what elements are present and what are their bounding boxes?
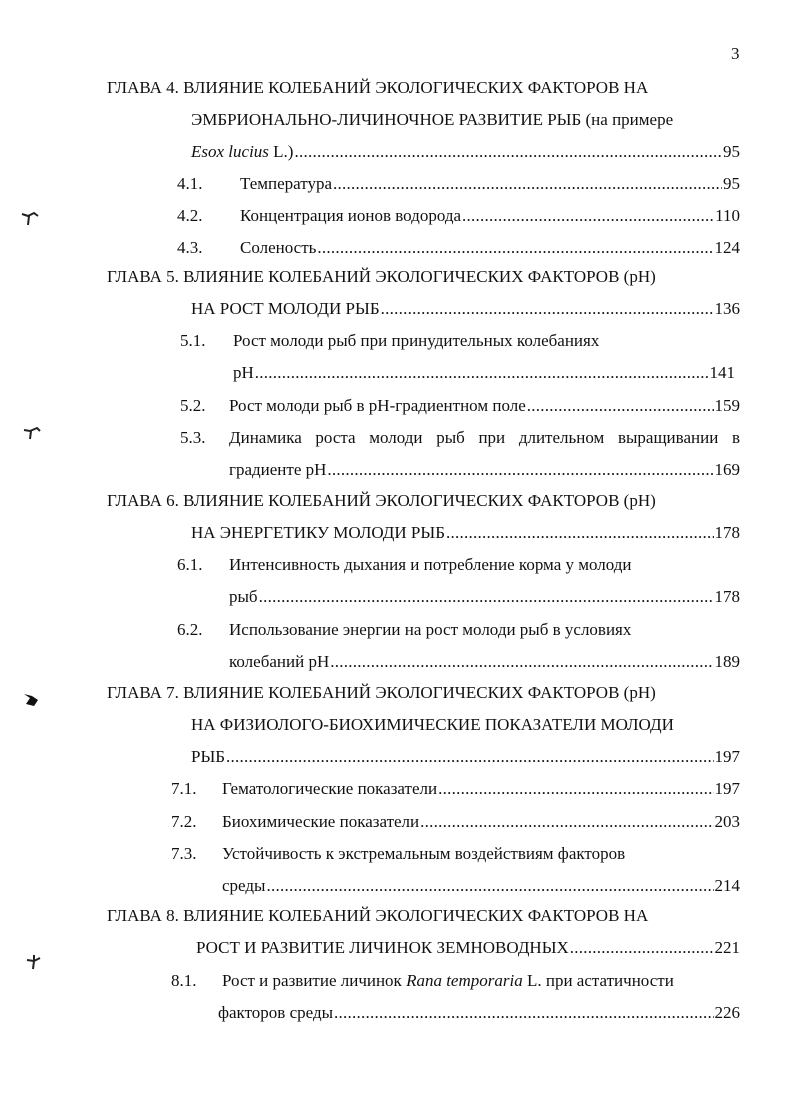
leader-dots [438,778,713,800]
section-title-part: L. при астатичности [522,971,674,990]
section-5-2-number: 5.2. [180,396,206,415]
chapter-7-heading-line-1: ГЛАВА 7. ВЛИЯНИЕ КОЛЕБАНИЙ ЭКОЛОГИЧЕСКИХ ФАКТОРОВ (рН) [107,683,656,702]
page-ref: 197 [714,779,740,798]
leader-dots [446,522,714,544]
leader-dots [226,746,713,768]
section-5-1-number: 5.1. [180,331,206,350]
chapter-5-heading-line-1: ГЛАВА 5. ВЛИЯНИЕ КОЛЕБАНИЙ ЭКОЛОГИЧЕСКИХ ФАКТОРОВ (рН) [107,267,656,286]
scan-hole-mark [24,952,44,972]
section-6-2-number: 6.2. [177,620,203,639]
leader-dots [259,586,714,608]
section-7-3-line-1: Устойчивость к экстремальным воздействиям факторов [222,844,626,863]
chapter-6-heading-line-1: ГЛАВА 6. ВЛИЯНИЕ КОЛЕБАНИЙ ЭКОЛОГИЧЕСКИХ ФАКТОРОВ (рН) [107,491,656,510]
section-4-3 [240,237,740,259]
leader-dots [381,298,714,320]
section-7-3-number: 7.3. [171,844,197,863]
leader-dots [527,395,714,417]
section-title: градиенте рН [229,460,327,479]
section-title: колебаний рН [229,652,330,671]
chapter-7-heading-line-2: НА ФИЗИОЛОГО-БИОХИМИЧЕСКИЕ ПОКАЗАТЕЛИ МОЛОДИ [191,715,674,734]
page-ref: 110 [715,206,740,225]
leader-dots [462,205,714,227]
leader-dots [317,237,713,259]
species-author: L.) [268,142,294,161]
page-ref: 95 [723,174,740,193]
page-ref: 189 [714,652,740,671]
page-ref: 141 [709,363,735,382]
chapter-7-heading-line-3 [191,746,740,768]
leader-dots [294,141,722,163]
section-4-1-number: 4.1. [177,174,203,193]
section-title: Гематологические показатели [222,779,438,798]
leader-dots [330,651,713,673]
section-5-2 [229,395,740,417]
scan-hole-mark [22,425,42,443]
section-title: факторов среды [218,1003,334,1022]
chapter-5-heading-line-2 [191,298,740,320]
page-ref: 197 [714,747,740,766]
section-8-1-line-1 [222,970,674,992]
section-title: Биохимические показатели [222,812,420,831]
section-5-3-line-1: Динамика роста молоди рыб при длительном выращивании в [229,428,740,447]
section-7-2-number: 7.2. [171,812,197,831]
species-name: Rana temporaria [406,971,523,990]
section-5-1-line-2 [233,362,735,384]
species-name: Esox lucius [191,142,269,161]
section-6-1-line-2 [229,586,740,608]
section-title: Соленость [240,238,317,257]
chapter-6-heading-line-2 [191,522,740,544]
section-title: рН [233,363,254,382]
section-title: Концентрация ионов водорода [240,206,462,225]
chapter-title: РОСТ И РАЗВИТИЕ ЛИЧИНОК ЗЕМНОВОДНЫХ [196,938,569,957]
section-7-1-number: 7.1. [171,779,197,798]
section-6-2-line-2 [229,651,740,673]
section-5-3-line-2 [229,459,740,481]
section-4-3-number: 4.3. [177,238,203,257]
scan-hole-mark [20,210,40,228]
page-ref: 221 [714,938,740,957]
section-4-2-number: 4.2. [177,206,203,225]
page-ref: 203 [714,812,740,831]
page-ref: 178 [714,523,740,542]
leader-dots [266,875,713,897]
section-7-2 [222,811,740,833]
page-ref: 124 [714,238,740,257]
leader-dots [333,173,722,195]
section-5-3-number: 5.3. [180,428,206,447]
section-7-3-line-2 [222,875,740,897]
section-title: рыб [229,587,258,606]
section-4-1 [240,173,740,195]
leader-dots [570,937,714,959]
section-title-part: Рост и развитие личинок [222,971,407,990]
section-title: среды [222,876,266,895]
section-8-1-line-2 [218,1002,740,1024]
chapter-8-heading-line-2 [196,937,740,959]
page-ref: 226 [714,1003,740,1022]
page-ref: 169 [714,460,740,479]
page-ref: 159 [714,396,740,415]
page-number: 3 [731,44,740,63]
section-6-1-line-1: Интенсивность дыхания и потребление корма у молоди [229,555,632,574]
chapter-4-heading-line-2: ЭМБРИОНАЛЬНО-ЛИЧИНОЧНОЕ РАЗВИТИЕ РЫБ (на примере [191,110,674,129]
chapter-4-heading-line-1: ГЛАВА 4. ВЛИЯНИЕ КОЛЕБАНИЙ ЭКОЛОГИЧЕСКИХ ФАКТОРОВ НА [107,78,649,97]
section-8-1-number: 8.1. [171,971,197,990]
leader-dots [334,1002,713,1024]
leader-dots [327,459,713,481]
chapter-title: НА РОСТ МОЛОДИ РЫБ [191,299,380,318]
section-6-1-number: 6.1. [177,555,203,574]
chapter-8-heading-line-1: ГЛАВА 8. ВЛИЯНИЕ КОЛЕБАНИЙ ЭКОЛОГИЧЕСКИХ ФАКТОРОВ НА [107,906,649,925]
leader-dots [420,811,713,833]
chapter-title: РЫБ [191,747,226,766]
chapter-4-heading-line-3 [191,141,740,163]
section-5-1-line-1: Рост молоди рыб при принудительных колебаниях [233,331,600,350]
section-6-2-line-1: Использование энергии на рост молоди рыб в условиях [229,620,632,639]
section-7-1 [222,778,740,800]
section-4-2 [240,205,740,227]
page-ref: 178 [714,587,740,606]
scan-hole-mark [20,690,42,712]
page-ref: 95 [723,142,740,161]
section-title: Рост молоди рыб в рН-градиентном поле [229,396,526,415]
leader-dots [255,362,709,384]
page-ref: 136 [714,299,740,318]
section-title: Температура [240,174,333,193]
page-ref: 214 [714,876,740,895]
chapter-title: НА ЭНЕРГЕТИКУ МОЛОДИ РЫБ [191,523,445,542]
